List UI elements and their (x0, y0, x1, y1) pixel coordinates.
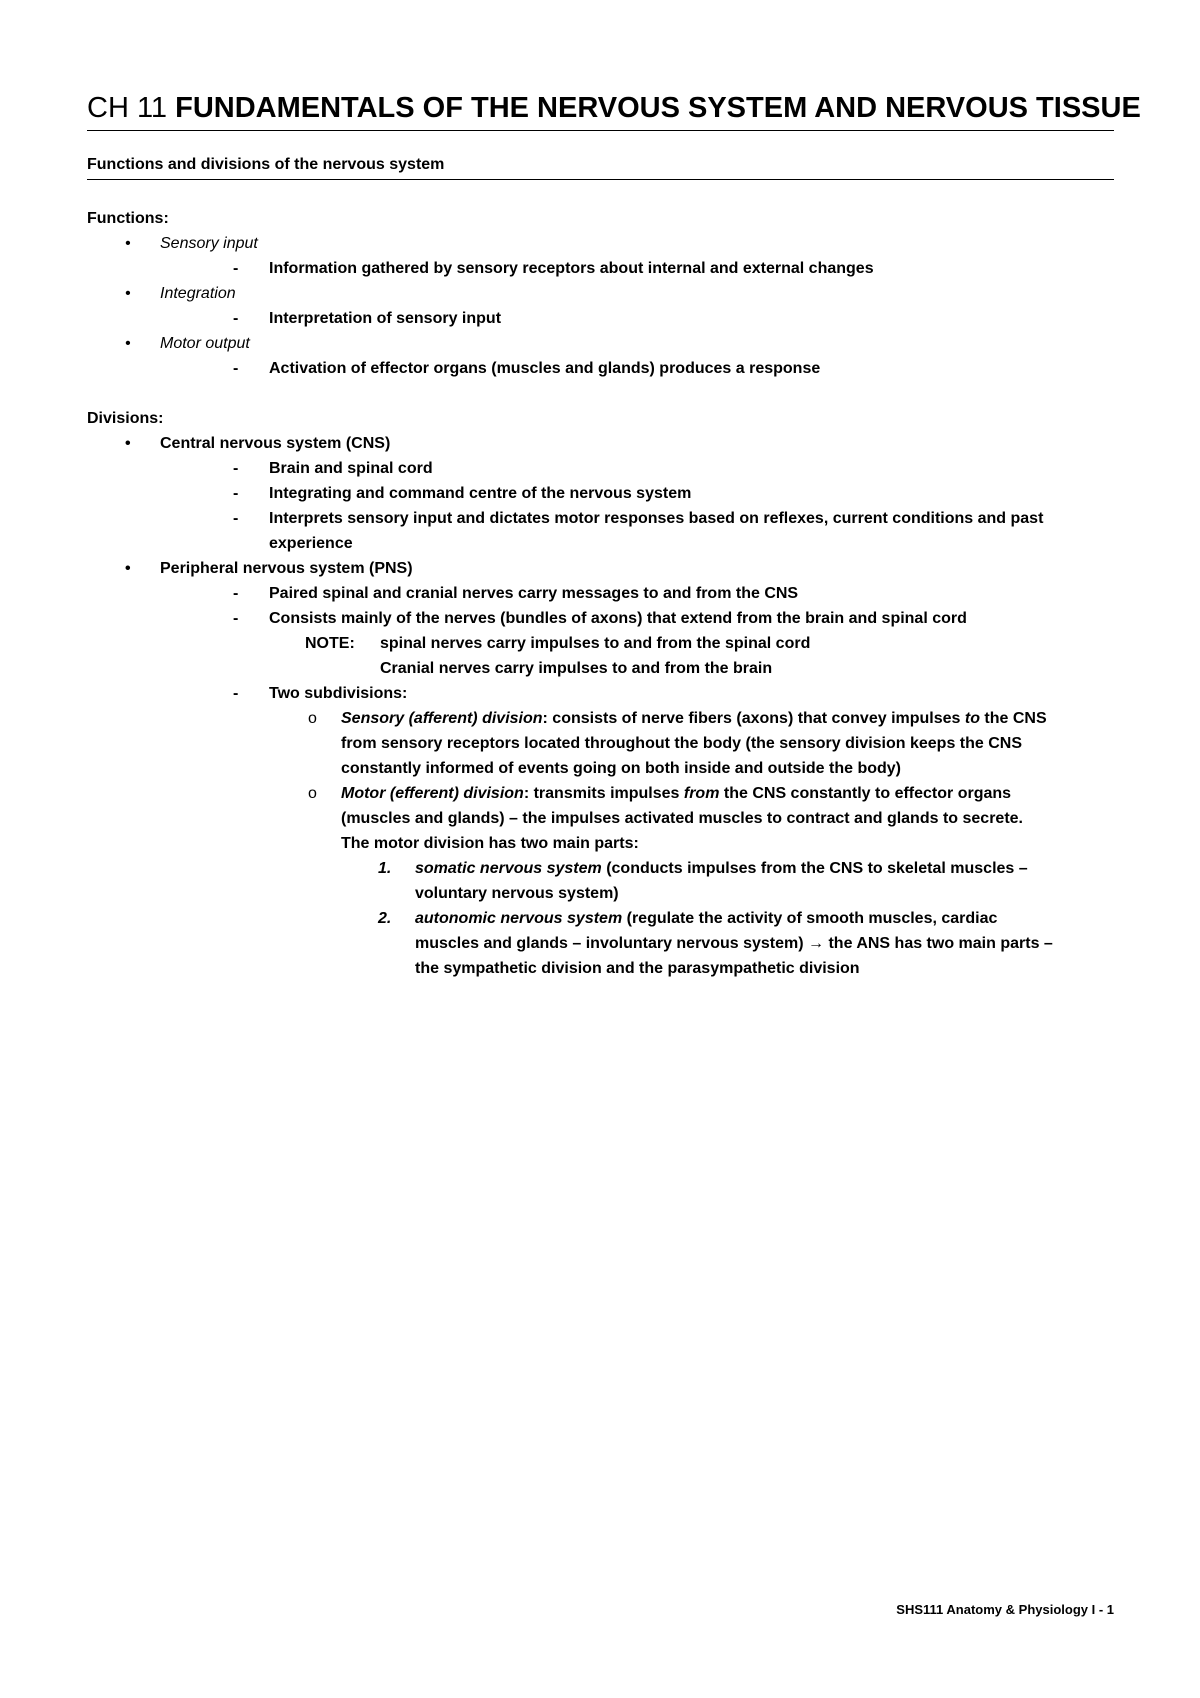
page-title (87, 88, 1141, 131)
motor-part-line: the sympathetic division and the parasympathetic division (415, 960, 860, 977)
note-line: Cranial nerves carry impulses to and from the brain (380, 660, 773, 677)
note-label: NOTE: (305, 635, 355, 652)
sensory-division-line: constantly informed of events going on both inside and outside the body) (341, 760, 902, 777)
dash-icon: - (233, 685, 239, 702)
function-item: • Motor output (87, 331, 1117, 356)
dash-icon: - (233, 585, 239, 602)
dash-icon: - (233, 610, 239, 627)
bullet-icon: • (125, 435, 131, 452)
sensory-division: o Sensory (afferent) division: consists of nerve fibers (axons) that convey impulses to the CNS (87, 706, 1117, 731)
page-footer: SHS111 Anatomy & Physiology I - 1 (896, 1602, 1114, 1617)
circle-bullet-icon: o (308, 710, 317, 727)
list-number: 2. (378, 910, 392, 927)
functions-label: Functions: (87, 210, 169, 227)
pns-point: - Consists mainly of the nerves (bundles of axons) that extend from the brain and spinal cord (87, 606, 1117, 631)
bullet-icon: • (125, 285, 131, 302)
function-detail: - Information gathered by sensory receptors about internal and external changes (87, 256, 1117, 281)
dash-icon: - (233, 360, 239, 377)
content-body (87, 206, 1117, 981)
note-line: NOTE: spinal nerves carry impulses to and from the spinal cord (87, 631, 1117, 656)
motor-division-line: (muscles and glands) – the impulses activated muscles to contract and glands to secrete. (341, 810, 1023, 827)
list-number: 1. (378, 860, 392, 877)
bullet-icon: • (125, 235, 131, 252)
cns-point: - Integrating and command centre of the nervous system (87, 481, 1117, 506)
motor-division: o Motor (efferent) division: transmits impulses from the CNS constantly to effector organs (87, 781, 1117, 806)
bullet-icon: • (125, 335, 131, 352)
motor-part-somatic: 1. somatic nervous system (conducts impulses from the CNS to skeletal muscles – (87, 856, 1117, 881)
cns-point-continued: experience (269, 535, 353, 552)
cns-point: - Interprets sensory input and dictates motor responses based on reflexes, current conditions and past (87, 506, 1117, 531)
title-main: FUNDAMENTALS OF THE NERVOUS SYSTEM AND NERVOUS TISSUE (175, 92, 1141, 124)
dash-icon: - (233, 485, 239, 502)
dash-icon: - (233, 510, 239, 527)
bullet-icon: • (125, 560, 131, 577)
motor-part-autonomic: 2. autonomic nervous system (regulate the activity of smooth muscles, cardiac (87, 906, 1117, 931)
section-heading: Functions and divisions of the nervous system (87, 154, 1114, 180)
function-item: • Integration (87, 281, 1117, 306)
motor-part-line: voluntary nervous system) (415, 885, 619, 902)
dash-icon: - (233, 310, 239, 327)
sensory-division-line: from sensory receptors located throughout the body (the sensory division keeps the CNS (341, 735, 1023, 752)
division-item-cns: • Central nervous system (CNS) (87, 431, 1117, 456)
pns-point: - Paired spinal and cranial nerves carry messages to and from the CNS (87, 581, 1117, 606)
motor-part-line: muscles and glands – involuntary nervous system) → the ANS has two main parts – (415, 935, 1053, 952)
dash-icon: - (233, 260, 239, 277)
cns-point: - Brain and spinal cord (87, 456, 1117, 481)
divisions-label: Divisions: (87, 410, 164, 427)
title-prefix: CH 11 (87, 92, 176, 124)
motor-division-line: The motor division has two main parts: (341, 835, 639, 852)
function-detail: - Interpretation of sensory input (87, 306, 1117, 331)
circle-bullet-icon: o (308, 785, 317, 802)
spacer (87, 381, 1117, 406)
function-item: • Sensory input (87, 231, 1117, 256)
dash-icon: - (233, 460, 239, 477)
pns-point: - Two subdivisions: (87, 681, 1117, 706)
function-detail: - Activation of effector organs (muscles and glands) produces a response (87, 356, 1117, 381)
division-item-pns: • Peripheral nervous system (PNS) (87, 556, 1117, 581)
